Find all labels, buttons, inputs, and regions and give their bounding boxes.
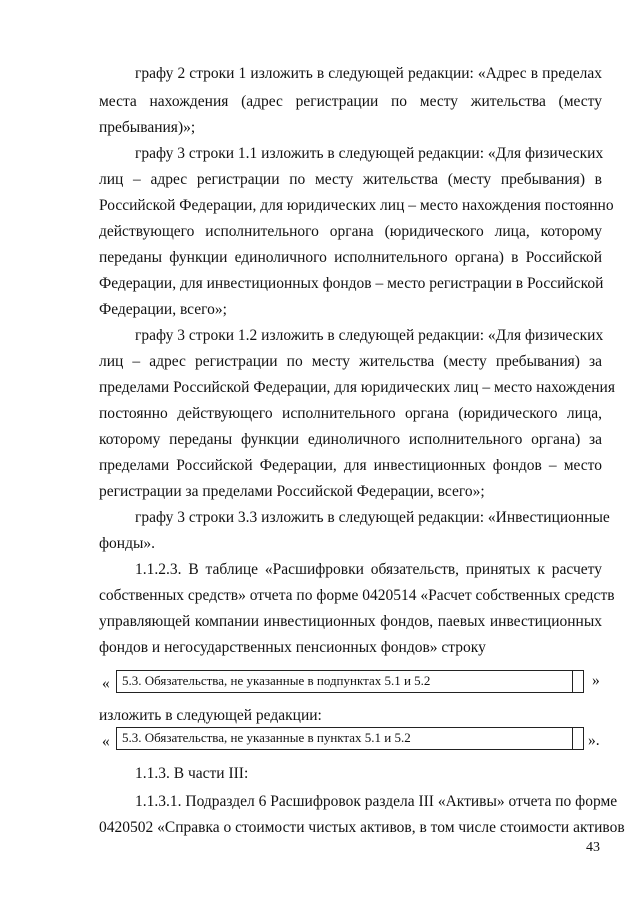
text-line: 0420502 «Справка о стоимости чистых активов, в том числе стоимости активов xyxy=(99,819,625,836)
text-line: лиц – адрес регистрации по месту жительства (месту пребывания) в xyxy=(99,171,602,188)
text-line: графу 2 строки 1 изложить в следующей редакции: «Адрес в пределах xyxy=(135,65,602,82)
text-line: 1.1.3. В части III: xyxy=(135,765,249,782)
text-line: Федерации, всего»; xyxy=(99,301,227,318)
open-quote: « xyxy=(102,675,110,692)
cell-divider xyxy=(572,670,573,692)
text-line: Федерации, для инвестиционных фондов – место регистрации в Российской xyxy=(99,275,604,292)
text-line: лиц – адрес регистрации по месту жительства (месту пребывания) за xyxy=(99,353,602,370)
text-line: графу 3 строки 1.1 изложить в следующей редакции: «Для физических xyxy=(135,145,604,162)
close-quote: ». xyxy=(588,732,600,749)
text-line: действующего исполнительного органа (юридического лица, которому xyxy=(99,223,602,240)
text-line: пребывания)»; xyxy=(99,119,196,136)
table-cell-text: 5.3. Обязательства, не указанные в подпунктах 5.1 и 5.2 xyxy=(122,673,431,688)
text-line: изложить в следующей редакции: xyxy=(99,707,322,724)
open-quote: « xyxy=(102,733,110,750)
text-line: управляющей компании инвестиционных фондов, паевых инвестиционных xyxy=(99,613,602,630)
table-row-new xyxy=(116,727,584,750)
text-line: пределами Российской Федерации, для инвестиционных фондов – место xyxy=(99,457,602,474)
close-quote: » xyxy=(592,672,600,689)
text-line: Российской Федерации, для юридических лиц – место нахождения постоянно xyxy=(99,197,614,214)
text-line: которому переданы функции единоличного исполнительного органа) за xyxy=(99,431,602,448)
text-line: переданы функции единоличного исполнительного органа) в Российской xyxy=(99,249,602,266)
text-line: 1.1.2.3. В таблице «Расшифровки обязательств, принятых к расчету xyxy=(135,561,602,578)
text-line: фонды». xyxy=(99,535,156,552)
table-row-old xyxy=(116,670,584,693)
page-number: 43 xyxy=(586,840,600,855)
text-line: 1.1.3.1. Подраздел 6 Расшифровок раздела III «Активы» отчета по форме xyxy=(135,793,618,810)
text-line: графу 3 строки 1.2 изложить в следующей редакции: «Для физических xyxy=(135,327,604,344)
text-line: пределами Российской Федерации, для юридических лиц – место нахождения xyxy=(99,379,615,396)
text-line: собственных средств» отчета по форме 0420514 «Расчет собственных средств xyxy=(99,587,615,604)
cell-divider xyxy=(572,727,573,749)
text-line: места нахождения (адрес регистрации по месту жительства (месту xyxy=(99,93,602,110)
text-line: регистрации за пределами Российской Федерации, всего»; xyxy=(99,483,485,500)
text-line: постоянно действующего исполнительного органа (юридического лица, xyxy=(99,405,602,422)
text-line: фондов и негосударственных пенсионных фондов» строку xyxy=(99,639,486,656)
table-cell-text: 5.3. Обязательства, не указанные в пунктах 5.1 и 5.2 xyxy=(122,730,411,745)
text-line: графу 3 строки 3.3 изложить в следующей редакции: «Инвестиционные xyxy=(135,509,610,526)
